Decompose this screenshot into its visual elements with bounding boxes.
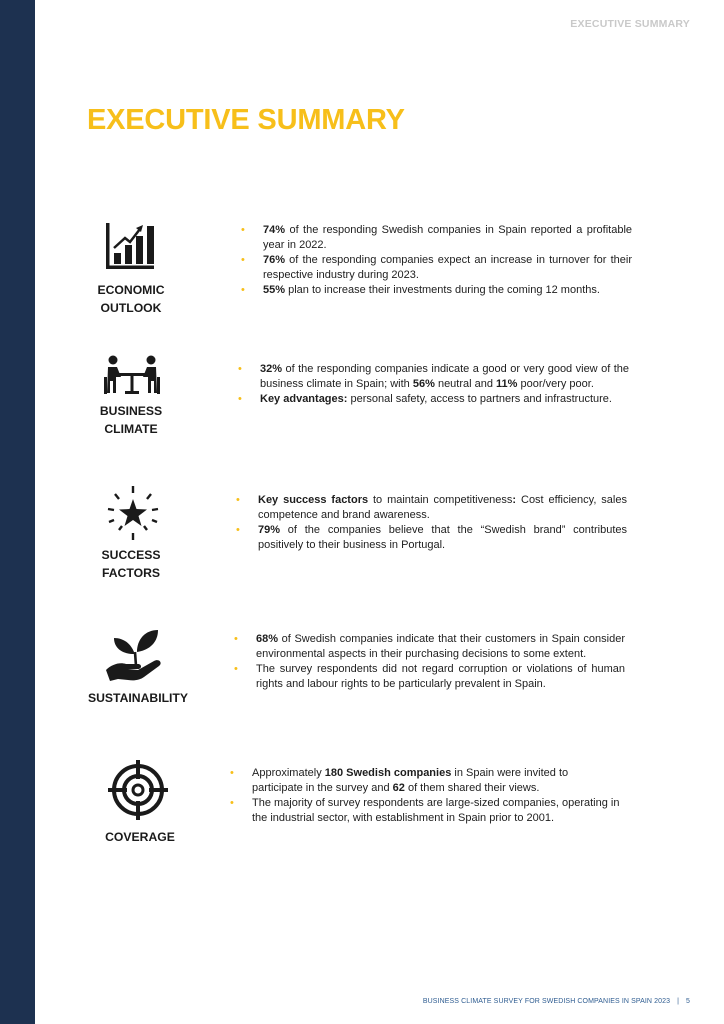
coverage-bullet-list [252,766,621,826]
bullet-item [252,796,621,826]
bullet-text: poor/very poor. [517,377,594,390]
bullet-text: in Spain were invited to participate in the survey and [252,767,569,794]
bullet-item [256,632,625,662]
bullet-bold: 180 Swedish companies [324,767,452,779]
bullet-bold: 76% [263,253,286,266]
bullet-text: Cost efficiency, sales competence and brand awareness. [258,494,627,521]
section-label-sustainability: SUSTAINABILITY [88,691,188,705]
sidebar-band [0,0,35,1024]
bullet-text: of Swedish companies indicate that their customers in Spain consider environmental aspects in their purchasing decisions to some extent. [256,633,625,660]
bullet-text: to maintain competitiveness [368,494,513,506]
bullet-item [252,766,621,796]
bullet-item [256,662,625,692]
bullet-text: personal safety, access to partners and infrastructure. [347,392,612,405]
footer-title: BUSINESS CLIMATE SURVEY FOR SWEDISH COMPANIES IN SPAIN 2023 [422,998,671,1005]
bullet-text: of them shared their views. [404,781,540,794]
bullet-bold: 32% [260,363,283,375]
bullet-bold: 56% [412,377,435,390]
page-title: EXECUTIVE SUMMARY [87,104,405,136]
bullet-text: of the responding companies indicate a good or very good view of the business climate in Spain; with [260,363,629,390]
bullet-item [260,362,629,392]
meeting-table-icon [104,355,160,395]
bullet-text: The majority of survey respondents are large-sized companies, operating in the industrial sector, with establishment in Spain prior to 2001. [252,796,620,824]
section-label-success: SUCCESS FACTORS [101,548,161,580]
bullet-bold: Key advantages: [260,392,348,405]
bullet-text: of the companies believe that the “Swedish brand” contributes positively to their business in Portugal. [258,523,627,551]
bullet-text: neutral and [434,377,497,390]
bullet-text: of the responding Swedish companies in Spain reported a profitable year in 2022. [263,224,632,251]
bullet-item [263,253,632,283]
bullet-item [258,523,627,553]
bullet-bold: 68% [256,633,279,645]
bullet-item [263,223,632,253]
footer-separator: | [677,998,679,1005]
bullet-bold: Key success factors [258,494,369,506]
bullet-item [260,392,629,407]
bullet-text: of the responding companies expect an increase in turnover for their respective industry during 2023. [263,253,632,281]
bullet-item [263,283,632,298]
bullet-bold: 62 [392,781,405,794]
page-number: 5 [686,998,690,1005]
hand-with-plant-icon [104,628,168,682]
sustainability-bullet-list [256,632,625,692]
success-bullet-list [258,493,627,553]
target-crosshair-icon [108,760,168,820]
page-footer [423,998,690,1005]
bullet-item [258,493,627,523]
bullet-text: Approximately [252,767,325,779]
section-label-business: BUSINESS CLIMATE [99,404,163,436]
bullet-bold: 79% [258,523,281,536]
bullet-bold: 74% [263,224,286,236]
economic-bullet-list [263,223,632,298]
star-burst-icon [105,485,161,541]
bullet-text: plan to increase their investments during the coming 12 months. [285,283,600,296]
bullet-bold: 55% [263,283,286,296]
bar-chart-icon [106,223,156,269]
section-label-coverage: COVERAGE [105,830,175,844]
business-bullet-list [260,362,629,407]
bullet-bold: : [512,494,517,506]
section-label-economic: ECONOMIC OUTLOOK [97,283,165,315]
bullet-text: The survey respondents did not regard corruption or violations of human rights and labour rights to be particularly prevalent in Spain. [256,662,625,690]
bullet-bold: 11% [496,377,518,390]
running-header: EXECUTIVE SUMMARY [570,18,690,30]
